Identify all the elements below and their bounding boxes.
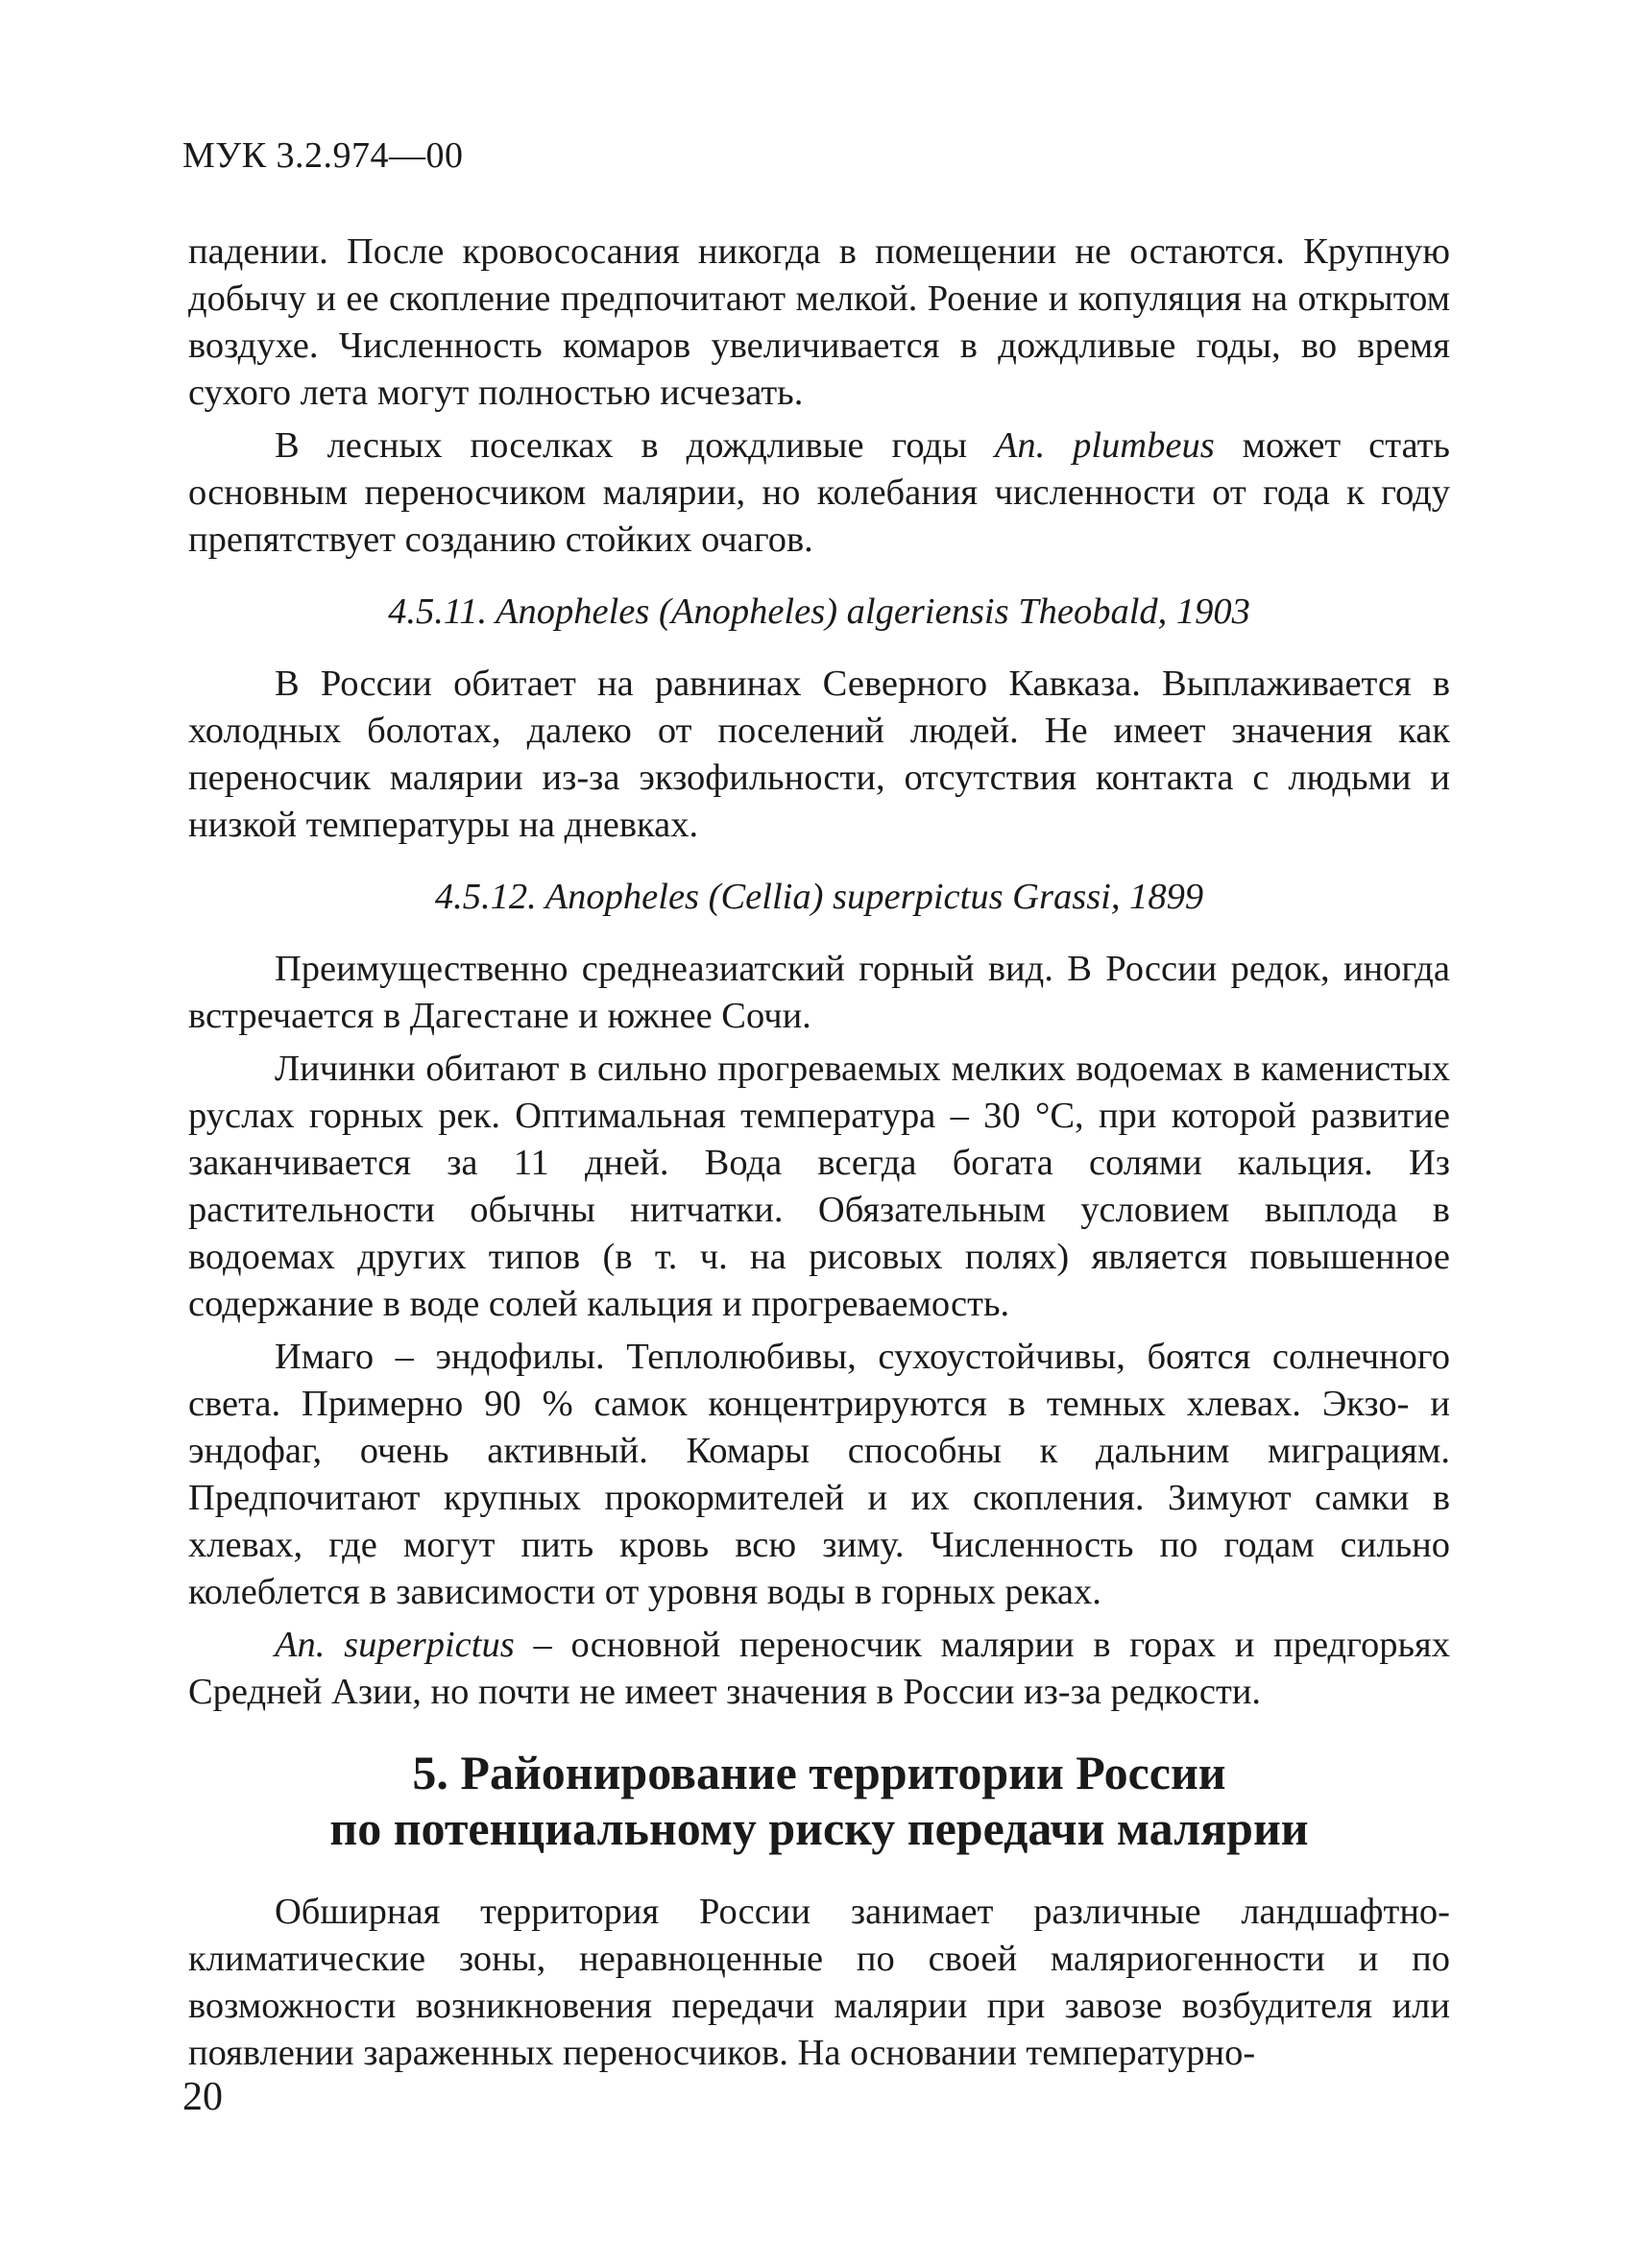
paragraph-text: В лесных поселках в дождливые годы <box>275 425 995 466</box>
species-name: An. superpictus <box>275 1625 515 1665</box>
paragraph-superpictus-imago: Имаго – эндофилы. Теплолюбивы, сухоустойчивы, боятся солнечного света. Примерно 90 % самок концентрируются в темных хлевах. Экзо- и эндофаг, очень активный. Комары способны к дальним миграциям. Предпочитают крупных прокормителей и их скопления. Зимуют самки в хлевах, где могут пить кровь всю зиму. Численность по годам сильно колеблется в зависимости от уровня воды в горных реках. <box>188 1337 1450 1612</box>
paragraph-plumbeus <box>188 422 1450 564</box>
paragraph-algeriensis: В России обитает на равнинах Северного Кавказа. Выплаживается в холодных болотах, далеко от поселений людей. Не имеет значения как переносчик малярии из-за экзофильности, отсутствия контакта с людьми и низкой температуры на дневках. <box>188 664 1450 845</box>
section-heading-line-1: 5. Районирование территории России <box>412 1746 1226 1799</box>
paragraph-superpictus-range: Преимущественно среднеазиатский горный вид. В России редок, иногда встречается в Дагестане и южнее Сочи. <box>188 949 1450 1036</box>
species-name: An. plumbeus <box>994 425 1215 466</box>
paragraph-superpictus-larvae: Личинки обитают в сильно прогреваемых мелких водоемах в каменистых руслах горных рек. Оптимальная температура – 30 °С, при которой развитие заканчивается за 11 дней. Вода всегда богата солями кальция. Из растительности обычны нитчатки. Обязательным условием выплода в водоемах других типов (в т. ч. на рисовых полях) является повышенное содержание в воде солей кальция и прогреваемость. <box>188 1049 1450 1324</box>
subsection-heading-4-5-11: 4.5.11. Anopheles (Anopheles) algeriensis Theobald, 1903 <box>388 591 1250 632</box>
paragraph-superpictus-role <box>188 1622 1450 1716</box>
running-head: МУК 3.2.974—00 <box>182 135 464 176</box>
page-number: 20 <box>182 2075 223 2119</box>
section-heading-5 <box>188 1745 1450 1856</box>
paragraph-zoning-intro: Обширная территория России занимает различные ландшафтно-климатические зоны, неравноценные по своей маляриогенности и по возможности возникновения передачи малярии при завозе возбудителя или появлении зараженных переносчиков. На основании температурно- <box>188 1892 1450 2073</box>
paragraph-text: – основной переносчик малярии в горах и предгорьях Средней Азии, но почти не имеет значения в России из-за редкости. <box>188 1625 1450 1712</box>
body-text <box>188 229 1450 2083</box>
subsection-heading-4-5-12: 4.5.12. Anopheles (Cellia) superpictus Grassi, 1899 <box>434 877 1204 917</box>
section-heading-line-2: по потенциальному риску передачи малярии <box>329 1801 1309 1855</box>
paragraph-text: может стать основным переносчиком малярии, но колебания численности от года к году препятствует созданию стойких очагов. <box>188 425 1450 560</box>
paragraph-continuation: падении. После кровососания никогда в помещении не остаются. Крупную добычу и ее скопление предпочитают мелкой. Роение и копуляция на открытом воздухе. Численность комаров увеличивается в дождливые годы, во время сухого лета могут полностью исчезать. <box>188 231 1450 413</box>
